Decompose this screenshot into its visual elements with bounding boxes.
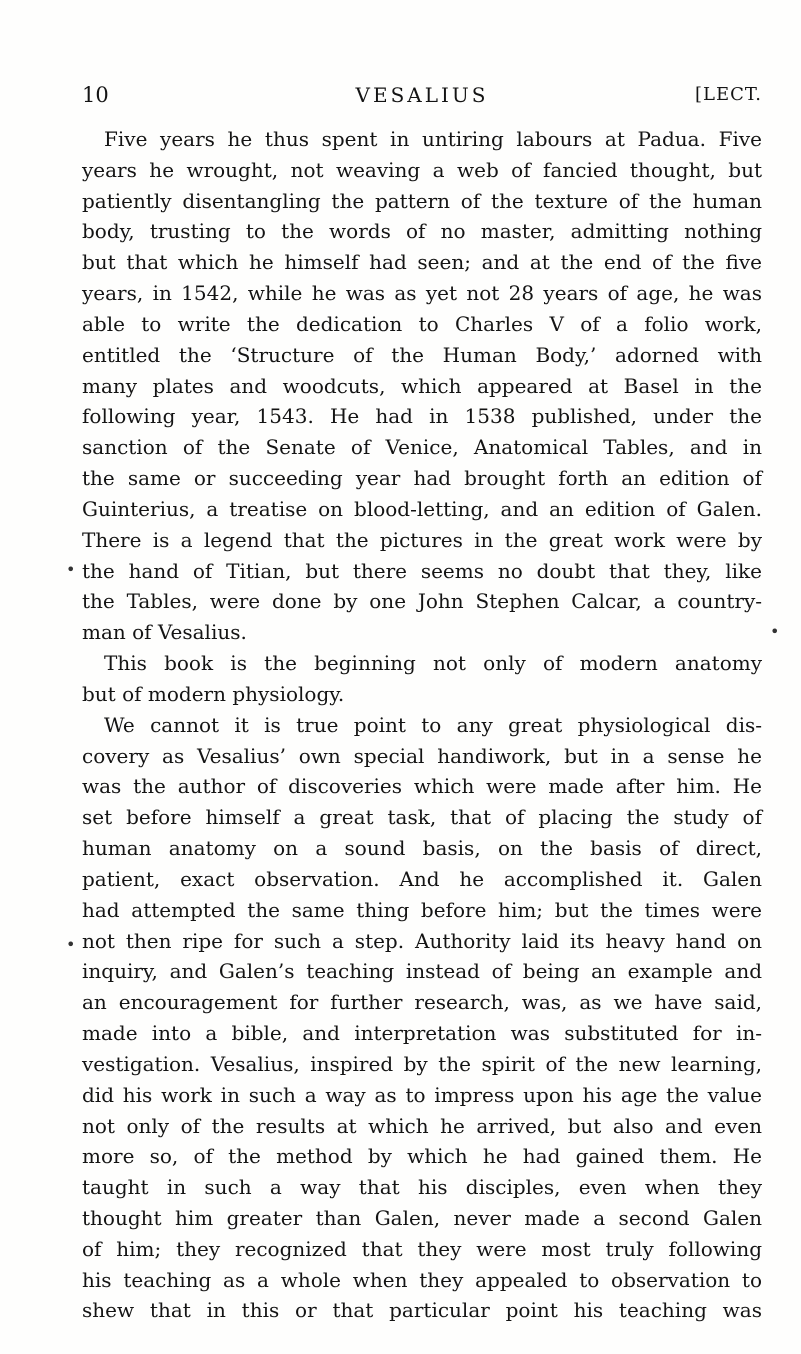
text-line: but that which he himself had seen; and at the end of the five bbox=[82, 250, 762, 275]
margin-speck: • bbox=[770, 622, 780, 641]
text-line: his teaching as a whole when they appealed to observation to bbox=[82, 1267, 762, 1292]
text-line: not only of the results at which he arrived, but also and even bbox=[82, 1113, 762, 1138]
text-line: inquiry, and Galen’s teaching instead of being an example and bbox=[82, 959, 762, 984]
text-line: human anatomy on a sound basis, on the basis of direct, bbox=[82, 836, 762, 861]
text-line: body, trusting to the words of no master, admitting nothing bbox=[82, 219, 762, 244]
page-number: 10 bbox=[82, 83, 109, 107]
lecture-mark: [LECT. bbox=[695, 84, 762, 105]
text-line: the Tables, were done by one John Stephen Calcar, a country- bbox=[82, 589, 762, 614]
text-line: patiently disentangling the pattern of the texture of the human bbox=[82, 188, 762, 213]
body-text bbox=[82, 124, 762, 1326]
text-line: an encouragement for further research, was, as we have said, bbox=[82, 990, 762, 1015]
text-line: taught in such a way that his disciples, even when they bbox=[82, 1175, 762, 1200]
text-line: Guinterius, a treatise on blood-letting, and an edition of Galen. bbox=[82, 496, 762, 521]
running-title: VESALIUS bbox=[355, 83, 489, 107]
text-line: able to write the dedication to Charles V of a folio work, bbox=[82, 311, 762, 336]
text-line: made into a bible, and interpretation was substituted for in- bbox=[82, 1021, 762, 1046]
text-line: following year, 1543. He had in 1538 published, under the bbox=[82, 404, 762, 429]
text-line: This book is the beginning not only of modern anatomy bbox=[104, 651, 762, 676]
text-line: not then ripe for such a step. Authority laid its heavy hand on bbox=[82, 928, 762, 953]
text-line: did his work in such a way as to impress upon his age the value bbox=[82, 1082, 762, 1107]
text-line: many plates and woodcuts, which appeared at Basel in the bbox=[82, 373, 762, 398]
text-line: covery as Vesalius’ own special handiwork, but in a sense he bbox=[82, 743, 762, 768]
page-header bbox=[82, 80, 762, 110]
text-line: set before himself a great task, that of placing the study of bbox=[82, 805, 762, 830]
text-line: Five years he thus spent in untiring labours at Padua. Five bbox=[104, 127, 762, 151]
text-line: thought him greater than Galen, never made a second Galen bbox=[82, 1205, 762, 1230]
text-line: man of Vesalius. bbox=[82, 620, 247, 645]
text-line: vestigation. Vesalius, inspired by the spirit of the new learning, bbox=[82, 1051, 762, 1076]
text-line: was the author of discoveries which were made after him. He bbox=[82, 774, 762, 799]
text-line: sanction of the Senate of Venice, Anatomical Tables, and in bbox=[82, 435, 762, 460]
text-line: years he wrought, not weaving a web of fancied thought, but bbox=[82, 157, 762, 182]
text-line: had attempted the same thing before him; but the times were bbox=[82, 897, 762, 922]
text-line: years, in 1542, while he was as yet not 28 years of age, he was bbox=[82, 281, 762, 306]
text-line: the hand of Titian, but there seems no doubt that they, like bbox=[82, 558, 762, 583]
text-line: more so, of the method by which he had gained them. He bbox=[82, 1144, 762, 1169]
margin-speck: • bbox=[66, 935, 76, 954]
text-line: entitled the ‘Structure of the Human Body,’ adorned with bbox=[82, 342, 762, 367]
text-line: the same or succeeding year had brought forth an edition of bbox=[82, 466, 762, 491]
text-line: There is a legend that the pictures in the great work were by bbox=[82, 527, 762, 552]
margin-speck: • bbox=[66, 560, 76, 579]
text-line: of him; they recognized that they were most truly following bbox=[82, 1236, 762, 1261]
text-line: shew that in this or that particular point his teaching was bbox=[82, 1298, 762, 1323]
text-line: but of modern physiology. bbox=[82, 681, 345, 706]
text-line: We cannot it is true point to any great physiological dis- bbox=[104, 712, 762, 737]
text-line: patient, exact observation. And he accomplished it. Galen bbox=[82, 866, 762, 891]
